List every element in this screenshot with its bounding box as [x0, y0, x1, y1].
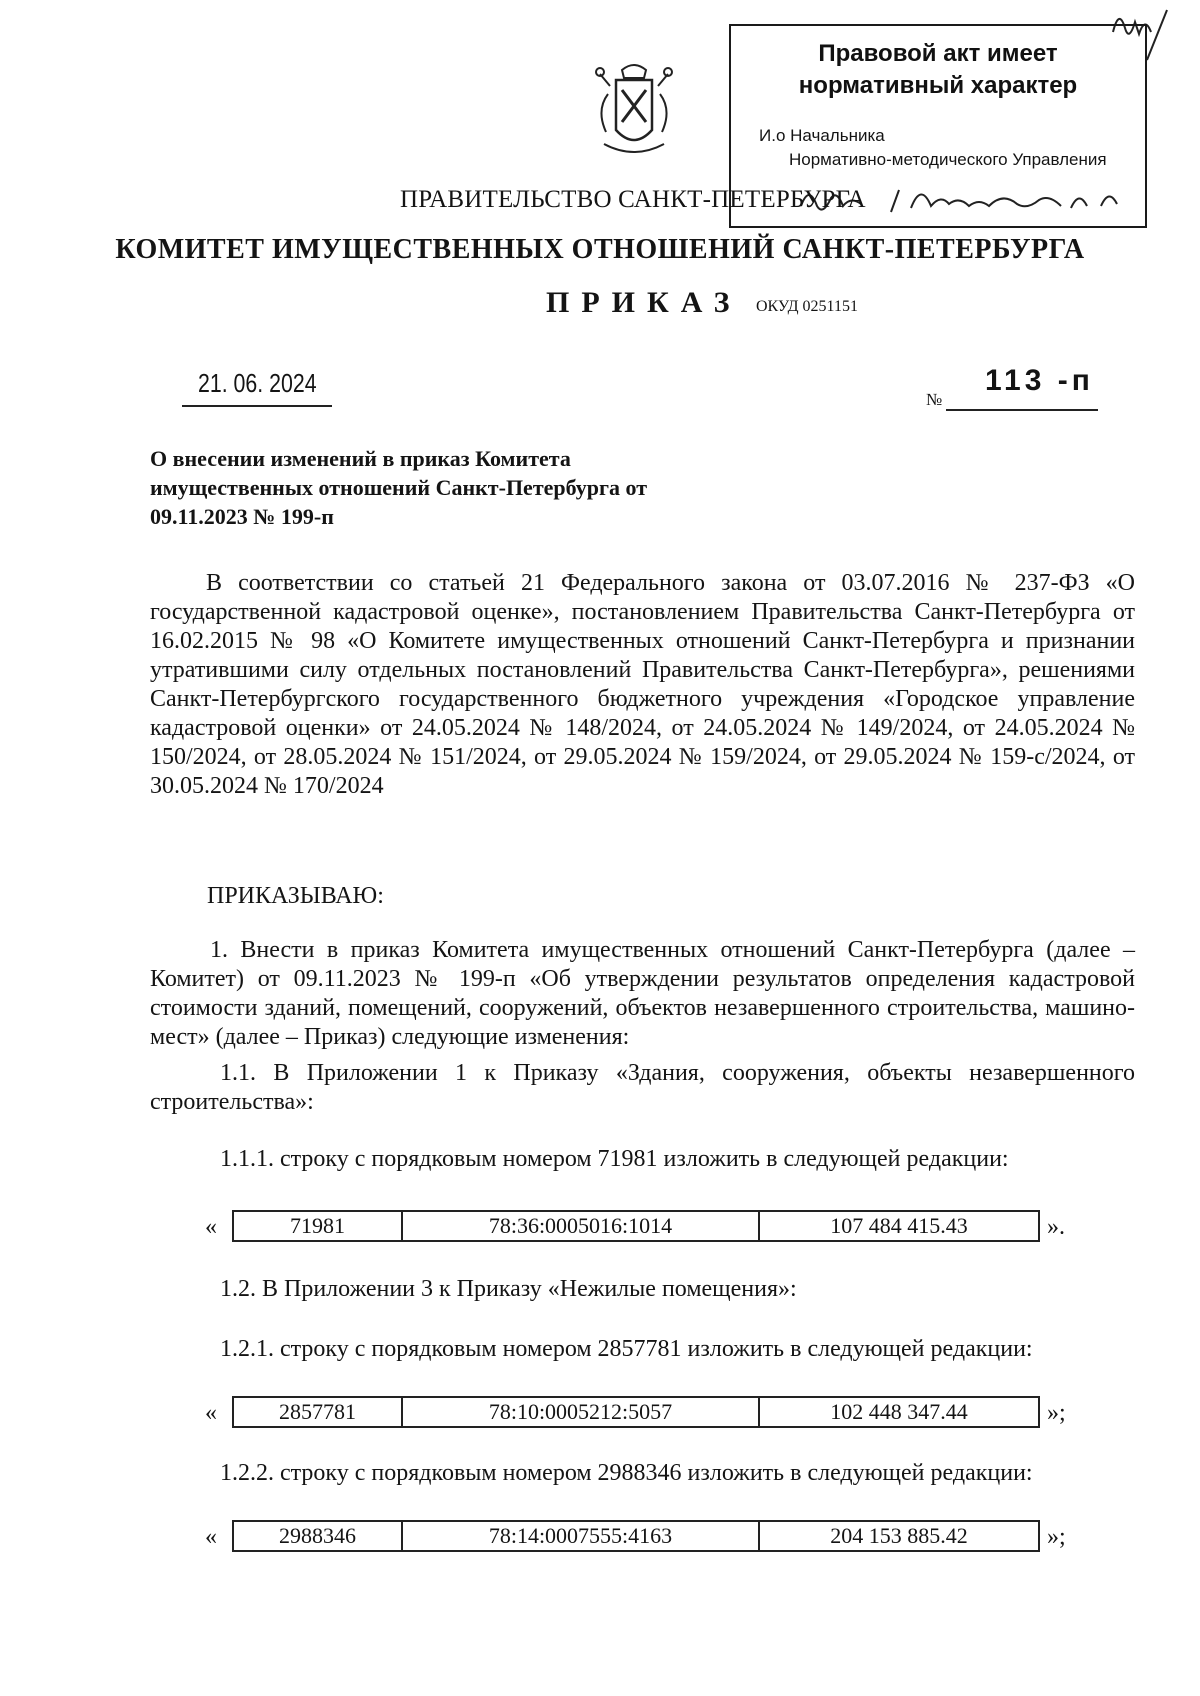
quote-close: »; [1047, 1524, 1066, 1550]
row-value: 102 448 347.44 [758, 1398, 1038, 1426]
document-date: 21. 06. 2024 [198, 368, 317, 398]
quote-close: ». [1047, 1214, 1065, 1240]
okud-code: ОКУД 0251151 [756, 298, 858, 315]
quote-open: « [205, 1400, 217, 1426]
row-number: 71981 [290, 1213, 345, 1238]
order-word: ПРИКАЗЫВАЮ: [207, 883, 384, 909]
government-name: ПРАВИТЕЛЬСТВО САНКТ-ПЕТЕРБУРГА [400, 186, 866, 213]
document-number: 113 -п [985, 364, 1094, 397]
row-cells [232, 1520, 1040, 1552]
row-cells [232, 1210, 1040, 1242]
item-1-2: 1.2. В Приложении 3 к Приказу «Нежилые помещения»: [220, 1276, 797, 1302]
item-1-2-2: 1.2.2. строку с порядковым номером 2988346 изложить в следующей редакции: [220, 1460, 1033, 1486]
item-1: 1. Внести в приказ Комитета имущественных отношений Санкт-Петербурга (далее – Комитет) от 09.11.2023 № 199-п «Об утверждении результатов определения кадастровой стоимости зданий, помещений, сооружений, объектов незавершенного строительства, машино-мест» (далее – Приказ) следующие изменения: [150, 937, 1135, 1050]
row-number: 2988346 [279, 1523, 356, 1548]
row-value: 204 153 885.42 [758, 1522, 1038, 1550]
stamp-line-1: Правовой акт имеет [818, 40, 1058, 67]
committee-name: КОМИТЕТ ИМУЩЕСТВЕННЫХ ОТНОШЕНИЙ САНКТ-ПЕТЕРБУРГА [115, 234, 1085, 265]
quote-close: »; [1047, 1400, 1066, 1426]
item-1-1-1: 1.1.1. строку с порядковым номером 71981 изложить в следующей редакции: [220, 1146, 1009, 1172]
stamp-line-2: нормативный характер [798, 72, 1078, 99]
row-cadastral: 78:10:0005212:5057 [401, 1398, 758, 1426]
row-number: 2857781 [279, 1399, 356, 1424]
quote-open: « [205, 1524, 217, 1550]
row-cells [232, 1396, 1040, 1428]
row-cadastral: 78:36:0005016:1014 [401, 1212, 758, 1240]
stamp-position-2: Нормативно-методического Управления [789, 150, 1107, 169]
stamp-position-1: И.о Начальника [759, 126, 885, 145]
item-1-2-1: 1.2.1. строку с порядковым номером 2857781 изложить в следующей редакции: [220, 1336, 1033, 1362]
row-cadastral: 78:14:0007555:4163 [401, 1522, 758, 1550]
basis-paragraph: В соответствии со статьей 21 Федерального закона от 03.07.2016 № 237-ФЗ «О государственной кадастровой оценке», постановлением Правительства Санкт-Петербурга от 16.02.2015 № 98 «О Комитете имущественных отношений Санкт-Петербурга и признании утратившими силу отдельных постановлений Правительства Санкт-Петербурга», решениями Санкт-Петербургского государственного бюджетного учреждения «Городское управление кадастровой оценки» от 24.05.2024 № 148/2024, от 24.05.2024 № 149/2024, от 24.05.2024 № 150/2024, от 28.05.2024 № 151/2024, от 29.05.2024 № 159/2024, от 29.05.2024 № 159-с/2024, от 30.05.2024 № 170/2024 [150, 570, 1135, 799]
row-value: 107 484 415.43 [758, 1212, 1038, 1240]
number-sign: № [926, 390, 943, 409]
number-underline [946, 409, 1098, 411]
quote-open: « [205, 1214, 217, 1240]
item-1-1: 1.1. В Приложении 1 к Приказу «Здания, сооружения, объекты незавершенного строительства»: [150, 1060, 1135, 1115]
document-subject: О внесении изменений в приказ Комитета имущественных отношений Санкт-Петербурга от 09.11.2023 № 199-п [150, 446, 648, 529]
date-underline [182, 405, 332, 407]
coat-of-arms-icon [586, 60, 682, 170]
document-type: ПРИКАЗ [546, 286, 742, 319]
